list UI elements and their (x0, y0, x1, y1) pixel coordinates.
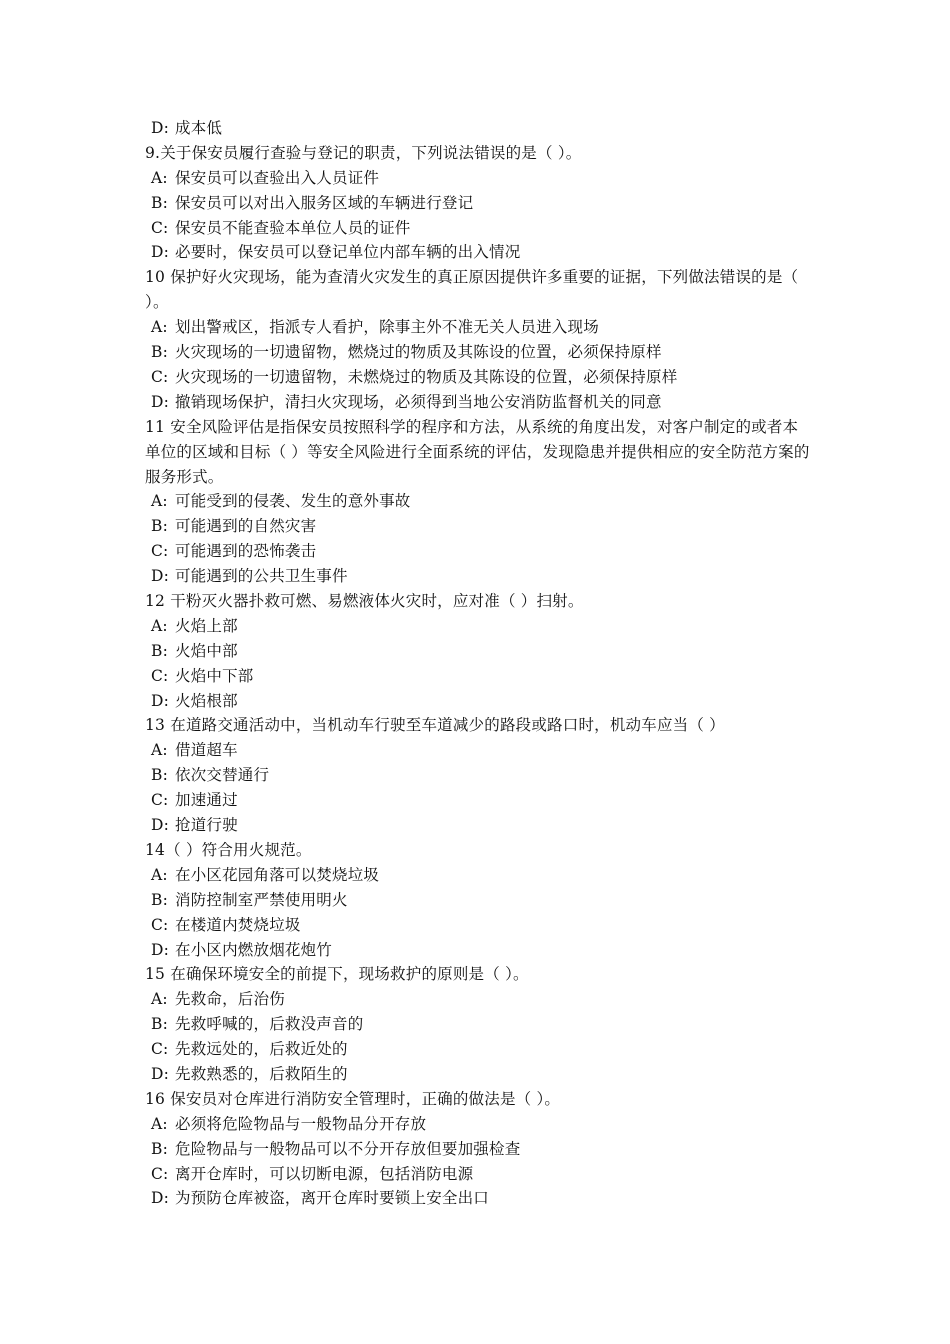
option-letter: D: (151, 940, 170, 959)
option-letter: C: (151, 915, 169, 934)
option-letter: B: (151, 1139, 169, 1158)
option-text: 火焰中下部 (175, 666, 254, 685)
option-item (145, 987, 813, 1012)
option-item (145, 913, 813, 938)
option-item (145, 539, 813, 564)
question-block (145, 589, 813, 713)
option-text: 火焰根部 (175, 691, 238, 710)
option-letter: D: (151, 119, 170, 137)
option-letter: A: (151, 168, 168, 187)
option-text: 在小区内燃放烟花炮竹 (175, 940, 333, 959)
option-letter: A: (151, 492, 168, 511)
option-item (145, 614, 813, 639)
option-item (145, 1162, 813, 1187)
question-block (145, 962, 813, 1086)
option-text: 火焰上部 (175, 616, 238, 635)
option-letter: C: (151, 1164, 169, 1183)
question-block (145, 1087, 813, 1211)
question-block (145, 265, 813, 414)
document-page (145, 116, 813, 1211)
option-text: 可能遇到的恐怖袭击 (175, 542, 317, 561)
option-text: 可能遇到的自然灾害 (175, 517, 317, 536)
option-letter: B: (151, 766, 169, 785)
option-letter: D: (151, 816, 170, 835)
option-text: 保安员可以查验出入人员证件 (175, 168, 380, 187)
option-item (145, 1112, 813, 1137)
option-item (145, 738, 813, 763)
question-stem: 13 在道路交通活动中，当机动车行驶至车道减少的路段或路口时，机动车应当（ ） (145, 716, 725, 735)
question-block (145, 415, 813, 589)
option-letter: D: (151, 1065, 170, 1083)
option-letter: B: (151, 641, 169, 660)
option-text: 必须将危险物品与一般物品分开存放 (175, 1114, 427, 1133)
option-item (145, 514, 813, 539)
option-text: 必要时，保安员可以登记单位内部车辆的出入情况 (175, 243, 521, 262)
option-text: 抢道行驶 (175, 816, 238, 835)
question-stem: 16 保安员对仓库进行消防安全管理时，正确的做法是（ ）。 (145, 1089, 561, 1108)
option-letter: D: (151, 392, 170, 411)
question-block (145, 141, 813, 265)
option-text: 在小区花园角落可以焚烧垃圾 (175, 865, 380, 884)
option-text: 加速通过 (175, 791, 238, 810)
option-letter: A: (151, 318, 168, 337)
option-item (145, 166, 813, 191)
option-letter: A: (151, 741, 168, 760)
option-item (145, 888, 813, 913)
question-block (145, 713, 813, 837)
option-text: 保安员不能查验本单位人员的证件 (175, 218, 411, 237)
option-item (145, 390, 813, 415)
question-stem: 15 在确保环境安全的前提下，现场救护的原则是（ ）。 (145, 965, 529, 984)
option-text: 离开仓库时，可以切断电源，包括消防电源 (175, 1164, 474, 1183)
option-letter: D: (151, 691, 170, 710)
option-item (145, 489, 813, 514)
option-text: 火焰中部 (175, 641, 238, 660)
option-item (145, 863, 813, 888)
option-letter: B: (151, 343, 169, 362)
option-text: 火灾现场的一切遗留物，燃烧过的物质及其陈设的位置，必须保持原样 (175, 343, 662, 362)
option-letter: A: (151, 990, 168, 1009)
option-text: 在楼道内焚烧垃圾 (175, 915, 301, 934)
option-item (145, 763, 813, 788)
option-text: 先救远处的，后救近处的 (175, 1040, 348, 1059)
option-letter: A: (151, 616, 168, 635)
question-stem: 9.关于保安员履行查验与登记的职责，下列说法错误的是（ ）。 (145, 143, 582, 162)
option-text: 成本低 (175, 119, 223, 137)
option-item (145, 1012, 813, 1037)
option-text: 为预防仓库被盗，离开仓库时要锁上安全出口 (175, 1189, 490, 1208)
question-stem: 11 安全风险评估是指保安员按照科学的程序和方法，从系统的角度出发，对客户制定的或者本单位的区域和目标（ ）等安全风险进行全面系统的评估，发现隐患并提供相应的安全防范方案的服务形式。 (145, 417, 810, 486)
option-letter: A: (151, 1114, 168, 1133)
option-item (145, 1137, 813, 1162)
option-item (145, 664, 813, 689)
option-text: 消防控制室严禁使用明火 (175, 890, 348, 909)
option-item (145, 689, 813, 714)
option-text: 依次交替通行 (175, 766, 270, 785)
question-block (145, 838, 813, 962)
option-item (145, 1037, 813, 1062)
option-letter: D: (151, 243, 170, 262)
option-letter: D: (151, 1189, 170, 1208)
option-item (145, 788, 813, 813)
option-letter: D: (151, 567, 170, 586)
option-item (145, 564, 813, 589)
option-text: 保安员可以对出入服务区域的车辆进行登记 (175, 193, 474, 212)
option-text: 先救熟悉的，后救陌生的 (175, 1065, 348, 1083)
option-text: 可能受到的侵袭、发生的意外事故 (175, 492, 411, 511)
question-stem: 10 保护好火灾现场，能为查清火灾发生的真正原因提供许多重要的证据，下列做法错误的是（ ）。 (145, 268, 799, 312)
option-letter: C: (151, 1040, 169, 1059)
option-text: 火灾现场的一切遗留物，未燃烧过的物质及其陈设的位置，必须保持原样 (175, 367, 678, 386)
option-letter: C: (151, 666, 169, 685)
option-letter: B: (151, 517, 169, 536)
option-text: 划出警戒区，指派专人看护，除事主外不准无关人员进入现场 (175, 318, 599, 337)
option-letter: C: (151, 367, 169, 386)
option-text: 撤销现场保护，清扫火灾现场，必须得到当地公安消防监督机关的同意 (175, 392, 662, 411)
option-item (145, 1186, 813, 1211)
option-text: 先救呼喊的，后救没声音的 (175, 1015, 364, 1034)
option-item (145, 340, 813, 365)
option-text: 危险物品与一般物品可以不分开存放但要加强检查 (175, 1139, 521, 1158)
option-letter: C: (151, 218, 169, 237)
option-item (145, 365, 813, 390)
option-letter: C: (151, 791, 169, 810)
option-letter: C: (151, 542, 169, 561)
option-text: 先救命，后治伤 (175, 990, 285, 1009)
option-letter: A: (151, 865, 168, 884)
option-item (145, 315, 813, 340)
option-item (145, 116, 813, 141)
option-text: 借道超车 (175, 741, 238, 760)
option-letter: B: (151, 193, 169, 212)
option-item (145, 938, 813, 963)
question-list (145, 116, 813, 1211)
option-text: 可能遇到的公共卫生事件 (175, 567, 348, 586)
option-letter: B: (151, 1015, 169, 1034)
option-item (145, 216, 813, 241)
question-stem: 14（ ）符合用火规范。 (145, 840, 312, 859)
option-item (145, 813, 813, 838)
option-item (145, 639, 813, 664)
option-letter: B: (151, 890, 169, 909)
option-item (145, 240, 813, 265)
question-stem: 12 干粉灭火器扑救可燃、易燃液体火灾时，应对准（ ）扫射。 (145, 592, 584, 611)
option-item (145, 1062, 813, 1087)
option-item (145, 191, 813, 216)
